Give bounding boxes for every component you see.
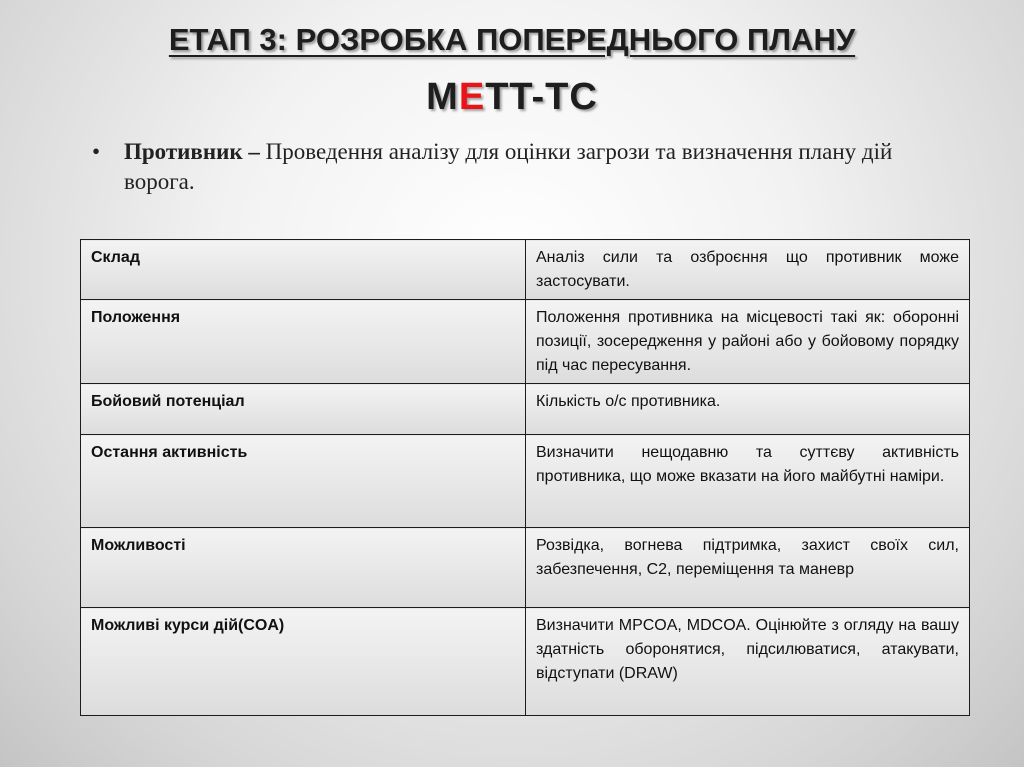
row-key: Можливі курси дій(COA) [81,608,526,716]
bullet-term: Противник [124,139,243,164]
row-key: Остання активність [81,435,526,528]
bullet-icon: • [92,139,101,164]
bullet-point: • Противник – Проведення аналізу для оцінки загрози та визначення плану дій ворога. [92,139,893,194]
row-value: Аналіз сили та озброєння що противник може застосувати. [526,240,970,300]
mett-table [80,239,970,716]
row-value: Визначити MPCOA, MDCOA. Оцінюйте з огляду на вашу здатність оборонятися, підсилюватися, атакувати, відступати (DRAW) [526,608,970,716]
table-row [81,240,970,300]
row-key: Склад [81,240,526,300]
row-value: Кількість о/с противника. [526,384,970,435]
table-row [81,300,970,384]
subtitle-accent-letter: E [458,76,486,118]
row-value: Розвідка, вогнева підтримка, захист своїх сил, забезпечення, C2, переміщення та маневр [526,528,970,608]
row-key: Можливості [81,528,526,608]
bullet-text: Проведення аналізу для оцінки загрози та визначення плану дій ворога. [124,139,893,194]
row-key: Положення [81,300,526,384]
slide-subtitle: METT-TC [426,76,598,118]
table-row [81,384,970,435]
table-row [81,608,970,716]
table-row [81,435,970,528]
slide-title: ЕТАП 3: РОЗРОБКА ПОПЕРЕДНЬОГО ПЛАНУ [168,22,856,57]
row-key: Бойовий потенціал [81,384,526,435]
table-row [81,528,970,608]
row-value: Положення противника на місцевості такі як: оборонні позиції, зосередження у районі або у бойовому порядку під час пересування. [526,300,970,384]
row-value: Визначити нещодавню та суттєву активність противника, що може вказати на його майбутні наміри. [526,435,970,528]
